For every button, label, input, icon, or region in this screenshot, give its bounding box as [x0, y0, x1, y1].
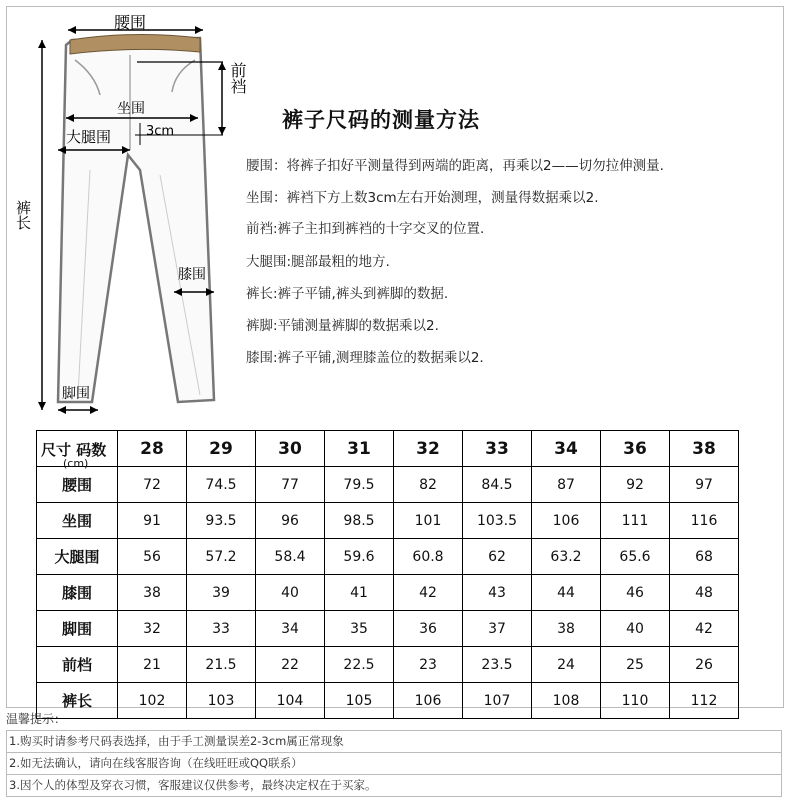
table-cell: 107: [463, 683, 532, 719]
table-cell: 38: [118, 575, 187, 611]
table-cell: 21.5: [187, 647, 256, 683]
table-cell: 34: [256, 611, 325, 647]
table-cell: 98.5: [325, 503, 394, 539]
desc-waist: 腰围：将裤子扣好平测量得到两端的距离，再乘以2——切勿拉伸测量.: [246, 158, 664, 174]
table-cell: 72: [118, 467, 187, 503]
table-cell: 48: [670, 575, 739, 611]
table-cell: 35: [325, 611, 394, 647]
table-cell: 112: [670, 683, 739, 719]
row-label: 腰围: [37, 467, 118, 503]
table-cell: 40: [256, 575, 325, 611]
table-cell: 82: [394, 467, 463, 503]
table-cell: 91: [118, 503, 187, 539]
table-cell: 22: [256, 647, 325, 683]
table-cell: 93.5: [187, 503, 256, 539]
table-cell: 24: [532, 647, 601, 683]
table-row: [37, 647, 739, 683]
row-label: 大腿围: [37, 539, 118, 575]
tip-item: 3.因个人的体型及穿衣习惯，客服建议仅供参考，最终决定权在于买家。: [6, 775, 782, 797]
table-cell: 44: [532, 575, 601, 611]
table-cell: 111: [601, 503, 670, 539]
table-header-row: [37, 431, 739, 467]
table-cell: 22.5: [325, 647, 394, 683]
front-rise-label: 前裆: [228, 62, 247, 94]
size-header: 34: [532, 431, 601, 467]
desc-leg-opening: 裤脚:平铺测量裤脚的数据乘以2.: [246, 318, 439, 334]
table-cell: 77: [256, 467, 325, 503]
tips-title: 温馨提示：: [6, 712, 67, 726]
table-row: [37, 503, 739, 539]
table-cell: 96: [256, 503, 325, 539]
tip-item: 2.如无法确认，请向在线客服咨询（在线旺旺或QQ联系）: [6, 753, 782, 775]
table-cell: 97: [670, 467, 739, 503]
page-title: 裤子尺码的测量方法: [282, 108, 480, 132]
table-cell: 104: [256, 683, 325, 719]
row-label: 脚围: [37, 611, 118, 647]
table-cell: 21: [118, 647, 187, 683]
waist-label: 腰围: [114, 13, 147, 32]
table-cell: 60.8: [394, 539, 463, 575]
row-label: 坐围: [37, 503, 118, 539]
table-cell: 23.5: [463, 647, 532, 683]
table-cell: 110: [601, 683, 670, 719]
table-cell: 87: [532, 467, 601, 503]
table-cell: 103: [187, 683, 256, 719]
table-cell: 23: [394, 647, 463, 683]
table-cell: 59.6: [325, 539, 394, 575]
table-cell: 63.2: [532, 539, 601, 575]
table-cell: 40: [601, 611, 670, 647]
table-cell: 37: [463, 611, 532, 647]
table-cell: 92: [601, 467, 670, 503]
table-cell: 46: [601, 575, 670, 611]
table-cell: 26: [670, 647, 739, 683]
table-cell: 116: [670, 503, 739, 539]
desc-hip: 坐围：裤裆下方上数3cm左右开始测理，测量得数据乘以2.: [246, 190, 599, 206]
table-cell: 105: [325, 683, 394, 719]
table-row: [37, 539, 739, 575]
row-label: 裤长: [37, 683, 118, 719]
table-cell: 32: [118, 611, 187, 647]
size-header: 28: [118, 431, 187, 467]
table-cell: 39: [187, 575, 256, 611]
table-cell: 101: [394, 503, 463, 539]
desc-thigh: 大腿围:腿部最粗的地方.: [246, 254, 390, 270]
corner-unit: (cm): [63, 457, 89, 470]
length-label: 裤长: [14, 200, 32, 230]
table-cell: 25: [601, 647, 670, 683]
size-header: 31: [325, 431, 394, 467]
size-header: 30: [256, 431, 325, 467]
table-cell: 84.5: [463, 467, 532, 503]
table-cell: 68: [670, 539, 739, 575]
table-cell: 106: [532, 503, 601, 539]
table-cell: 62: [463, 539, 532, 575]
pants-diagram: [0, 0, 250, 425]
table-cell: 74.5: [187, 467, 256, 503]
table-cell: 65.6: [601, 539, 670, 575]
offset-label: 3cm: [146, 124, 175, 139]
table-cell: 33: [187, 611, 256, 647]
table-cell: 58.4: [256, 539, 325, 575]
table-cell: 42: [670, 611, 739, 647]
table-corner: [37, 431, 118, 470]
size-header: 29: [187, 431, 256, 467]
table-cell: 38: [532, 611, 601, 647]
desc-front-rise: 前裆:裤子主扣到裤裆的十字交叉的位置.: [246, 221, 485, 237]
table-cell: 106: [394, 683, 463, 719]
table-row: [37, 575, 739, 611]
desc-length: 裤长:裤子平铺,裤头到裤脚的数据.: [246, 286, 449, 302]
table-row: [37, 467, 739, 503]
row-label: 前档: [37, 647, 118, 683]
table-cell: 42: [394, 575, 463, 611]
size-table: [36, 430, 739, 719]
hip-label: 坐围: [117, 101, 145, 117]
table-row: [37, 611, 739, 647]
corner-label: 尺寸 码数: [41, 441, 107, 459]
table-cell: 56: [118, 539, 187, 575]
size-header: 33: [463, 431, 532, 467]
table-cell: 36: [394, 611, 463, 647]
tip-item: 1.购买时请参考尺码表选择，由于手工测量误差2-3cm属正常现象: [6, 730, 782, 753]
tips-section: [6, 708, 782, 797]
thigh-label: 大腿围: [66, 128, 112, 146]
row-label: 膝围: [37, 575, 118, 611]
desc-knee: 膝围:裤子平铺,测理膝盖位的数据乘以2.: [246, 350, 484, 366]
size-header: 38: [670, 431, 739, 467]
size-header: 36: [601, 431, 670, 467]
table-cell: 57.2: [187, 539, 256, 575]
table-cell: 43: [463, 575, 532, 611]
leg-opening-label: 脚围: [62, 386, 90, 402]
table-cell: 102: [118, 683, 187, 719]
table-cell: 41: [325, 575, 394, 611]
size-header: 32: [394, 431, 463, 467]
table-cell: 79.5: [325, 467, 394, 503]
table-cell: 108: [532, 683, 601, 719]
table-cell: 103.5: [463, 503, 532, 539]
knee-label: 膝围: [178, 267, 206, 283]
